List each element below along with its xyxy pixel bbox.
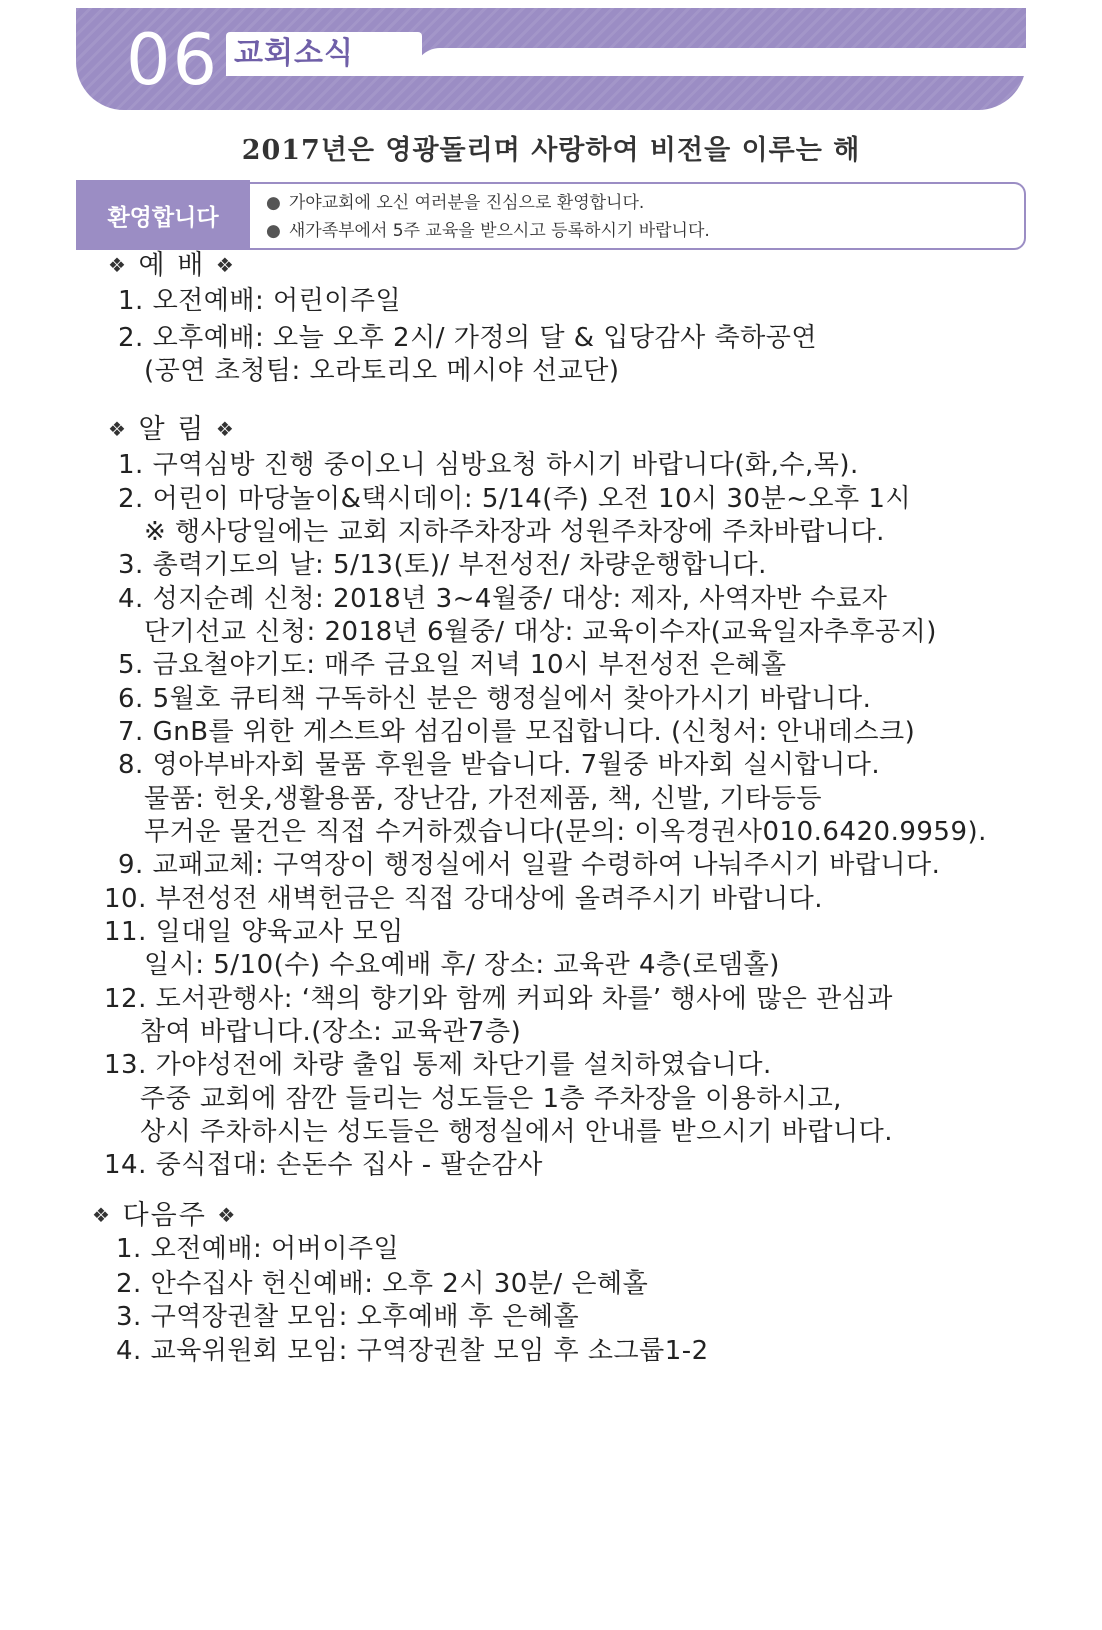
page-headline: 2017년은 영광돌리며 사랑하여 비전을 이루는 해 [241, 135, 861, 166]
list-item: 2. 안수집사 헌신예배: 오후 2시 30분/ 은혜홀 [116, 1269, 649, 1299]
list-item: 7. GnB를 위한 게스트와 섬김이를 모집합니다. (신청서: 안내데스크) [118, 717, 916, 747]
list-item: 일시: 5/10(수) 수요예배 후/ 장소: 교육관 4층(로뎀홀) [144, 950, 780, 980]
diamond-icon: ❖ [108, 253, 128, 277]
list-item: 2. 어린이 마당놀이&택시데이: 5/14(주) 오전 10시 30분~오후 1시 [118, 484, 912, 514]
list-item: 14. 중식접대: 손돈수 집사 - 팔순감사 [104, 1150, 543, 1180]
list-item: ※ 행사당일에는 교회 지하주차장과 성원주차장에 주차바랍니다. [144, 517, 885, 547]
list-item: 2. 오후예배: 오늘 오후 2시/ 가정의 달 & 입당감사 축하공연 [118, 323, 817, 353]
welcome-line: ● 가야교회에 오신 여러분을 진심으로 환영합니다. [266, 193, 645, 213]
diamond-icon: ❖ [92, 1203, 112, 1227]
welcome-line: ● 새가족부에서 5주 교육을 받으시고 등록하시기 바랍니다. [266, 221, 710, 241]
diamond-icon: ❖ [217, 1203, 238, 1227]
list-item: 1. 오전예배: 어버이주일 [116, 1234, 400, 1264]
list-item: 4. 교육위원회 모임: 구역장권찰 모임 후 소그룹1-2 [116, 1336, 709, 1366]
list-item: 주중 교회에 잠깐 들리는 성도들은 1층 주차장을 이용하시고, [140, 1084, 842, 1114]
list-item: 무거운 물건은 직접 수거하겠습니다(문의: 이옥경권사010.6420.9959). [144, 817, 987, 847]
list-item: 11. 일대일 양육교사 모임 [104, 917, 404, 947]
list-item: 12. 도서관행사: ‘책의 향기와 함께 커피와 차를’ 행사에 많은 관심과 [104, 984, 893, 1014]
list-item: 3. 구역장권찰 모임: 오후예배 후 은혜홀 [116, 1302, 580, 1332]
list-item: 참여 바랍니다.(장소: 교육관7층) [140, 1017, 522, 1047]
bullet-icon: ● [266, 221, 281, 241]
next-week-heading: ❖ 다음주 ❖ [92, 1200, 238, 1231]
section-title-tab-extension [414, 48, 1026, 76]
list-item: 1. 구역심방 진행 중이오니 심방요청 하시기 바랍니다(화,수,목). [118, 450, 859, 480]
list-item: 10. 부전성전 새벽헌금은 직접 강대상에 올려주시기 바랍니다. [104, 884, 823, 914]
welcome-label: 환영합니다 [76, 180, 250, 250]
list-item: 5. 금요철야기도: 매주 금요일 저녁 10시 부전성전 은혜홀 [118, 650, 787, 680]
diamond-icon: ❖ [108, 417, 128, 441]
list-item: 13. 가야성전에 차량 출입 통제 차단기를 설치하였습니다. [104, 1050, 772, 1080]
welcome-box [250, 182, 1026, 250]
list-item: 9. 교패교체: 구역장이 행정실에서 일괄 수령하여 나눠주시기 바랍니다. [118, 850, 941, 880]
list-item: 물품: 헌옷,생활용품, 장난감, 가전제품, 책, 신발, 기타등등 [144, 784, 822, 814]
bullet-icon: ● [266, 193, 281, 213]
worship-heading: ❖ 예 배 ❖ [108, 250, 236, 281]
list-item: 6. 5월호 큐티책 구독하신 분은 행정실에서 찾아가시기 바랍니다. [118, 684, 872, 714]
section-title: 교회소식 [234, 36, 354, 71]
diamond-icon: ❖ [215, 417, 236, 441]
list-item: 3. 총력기도의 날: 5/13(토)/ 부전성전/ 차량운행합니다. [118, 550, 767, 580]
list-item: 상시 주차하시는 성도들은 행정실에서 안내를 받으시기 바랍니다. [140, 1117, 893, 1147]
list-item: 단기선교 신청: 2018년 6월중/ 대상: 교육이수자(교육일자추후공지) [144, 617, 937, 647]
list-item: 8. 영아부바자회 물품 후원을 받습니다. 7월중 바자회 실시합니다. [118, 750, 881, 780]
list-item: (공연 초청팀: 오라토리오 메시야 선교단) [144, 356, 620, 386]
list-item: 4. 성지순례 신청: 2018년 3~4월중/ 대상: 제자, 사역자반 수료자 [118, 584, 888, 614]
list-item: 1. 오전예배: 어린이주일 [118, 286, 402, 316]
notices-heading: ❖ 알 림 ❖ [108, 414, 236, 445]
section-number: 06 [126, 19, 220, 101]
diamond-icon: ❖ [215, 253, 236, 277]
